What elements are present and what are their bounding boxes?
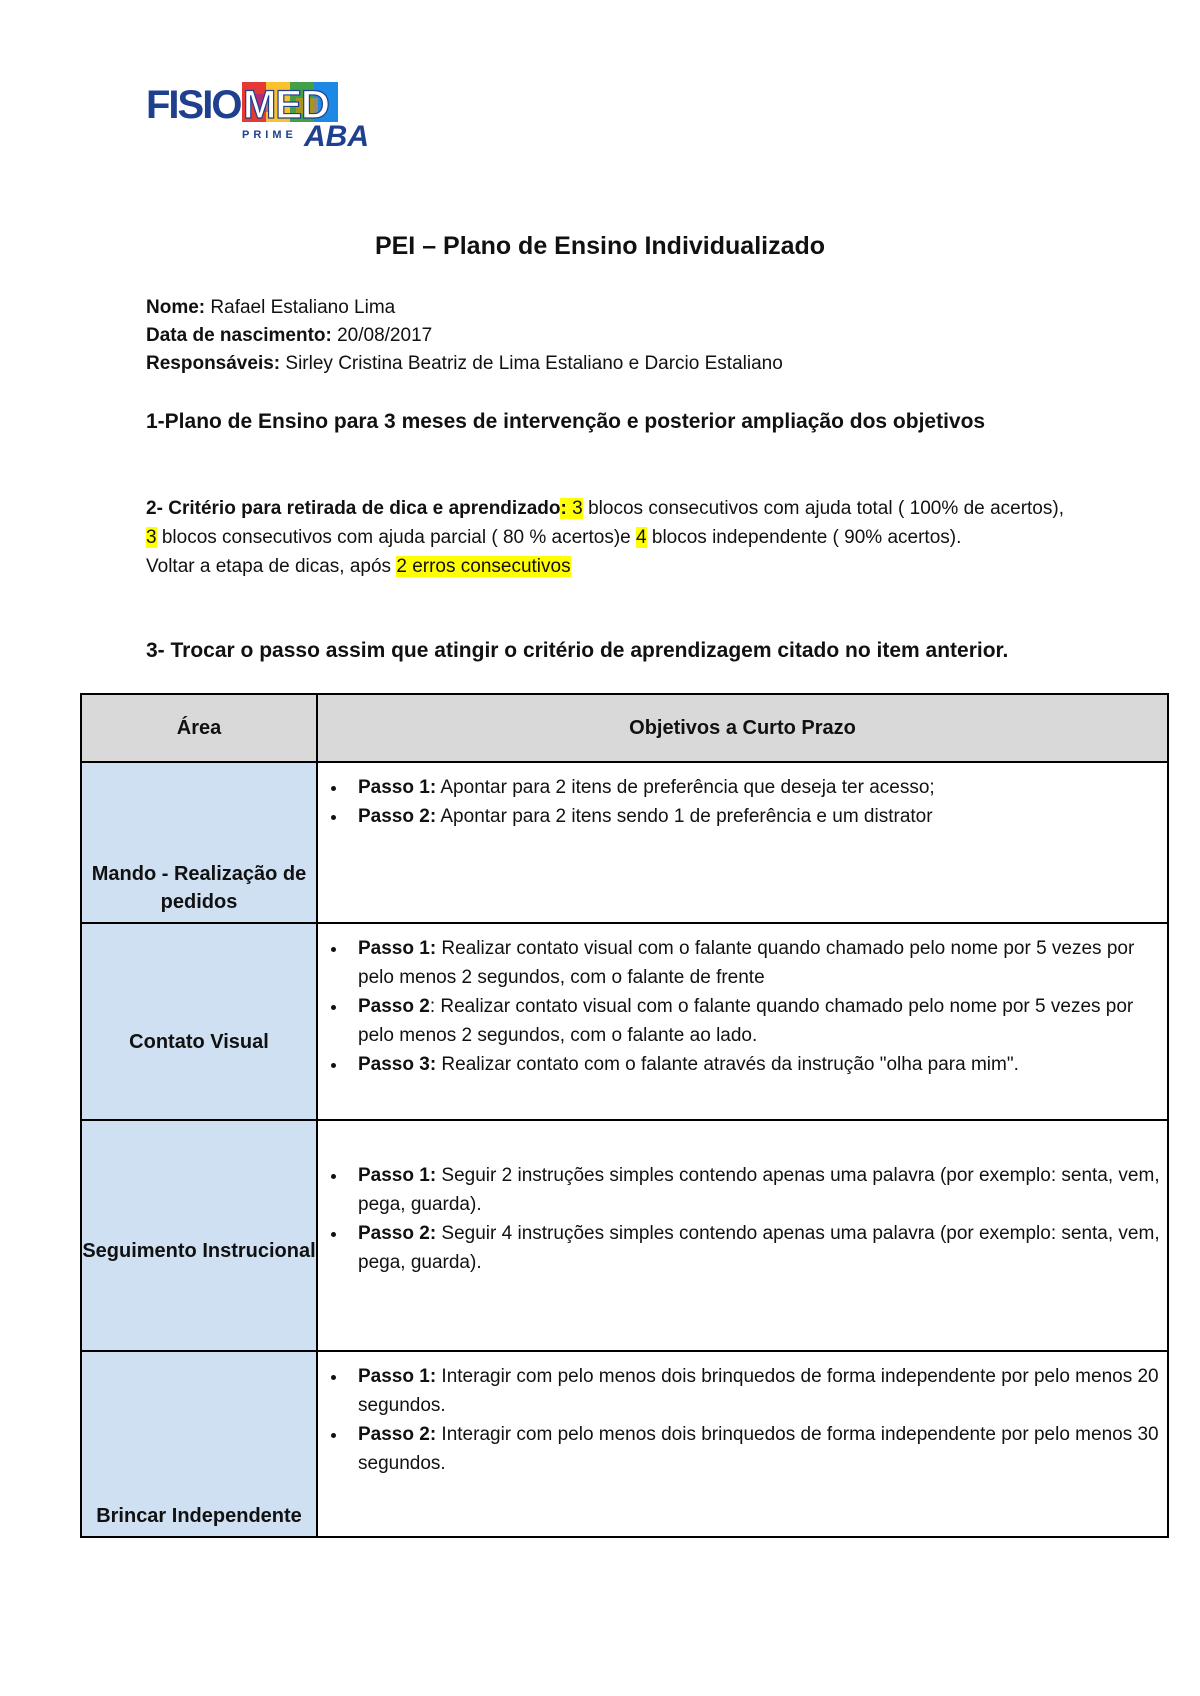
area-cell: Seguimento Instrucional: [81, 1120, 317, 1351]
step-item: [348, 1161, 1163, 1219]
section-3: 3- Trocar o passo assim que atingir o critério de aprendizagem citado no item anterior.: [146, 639, 1009, 662]
step-label: Passo 2: [358, 996, 430, 1017]
step-item: [348, 1050, 1163, 1079]
logo-text-main: FISIO: [146, 83, 241, 127]
name-value: Rafael Estaliano Lima: [205, 297, 396, 318]
logo-text-accent: MED: [243, 83, 329, 127]
criteria-t2: blocos consecutivos com ajuda parcial ( 80 % acertos)e: [156, 527, 637, 548]
step-item: [348, 773, 1163, 802]
return-line: [146, 552, 1064, 581]
dob-value: 20/08/2017: [331, 325, 433, 346]
area-cell: Mando - Realização de pedidos: [81, 762, 317, 923]
criteria-n1: 3: [566, 498, 583, 519]
table-row: [81, 1351, 1168, 1537]
step-label: Passo 2:: [358, 806, 437, 827]
step-label: Passo 1:: [358, 1165, 437, 1186]
criteria-t3: blocos independente ( 90% acertos).: [646, 527, 962, 548]
responsibles-label: Responsáveis:: [146, 353, 281, 374]
step-text: : Realizar contato visual com o falante quando chamado pelo nome por 5 vezes por pelo menos 2 segundos, com o falante ao lado.: [358, 996, 1134, 1046]
step-text: Seguir 4 instruções simples contendo apenas uma palavra (por exemplo: senta, vem, pega, guarda).: [358, 1223, 1160, 1273]
header-area: Área: [81, 694, 317, 762]
responsibles-value: Sirley Cristina Beatriz de Lima Estaliano e Darcio Estaliano: [280, 353, 783, 374]
section-1: 1-Plano de Ensino para 3 meses de intervenção e posterior ampliação dos objetivos: [146, 410, 986, 433]
table-row: [81, 923, 1168, 1120]
objectives-cell: [317, 762, 1168, 923]
step-text: Interagir com pelo menos dois brinquedos de forma independente por pelo menos 30 segundos.: [358, 1424, 1159, 1474]
patient-info: [146, 294, 783, 378]
step-label: Passo 1:: [358, 1366, 437, 1387]
step-item: [348, 1420, 1163, 1478]
objectives-cell: [317, 1351, 1168, 1537]
responsibles-line: [146, 350, 783, 378]
step-label: Passo 1:: [358, 777, 437, 798]
criteria-paragraph: [146, 494, 1064, 552]
step-text: Interagir com pelo menos dois brinquedos de forma independente por pelo menos 20 segundos.: [358, 1366, 1159, 1416]
step-item: [348, 1219, 1163, 1277]
dob-label: Data de nascimento:: [146, 325, 332, 346]
criteria-label: 2- Critério para retirada de dica e aprendizado: [146, 498, 561, 519]
table-row: [81, 1120, 1168, 1351]
criteria-n3: 4: [636, 527, 647, 548]
page-title: PEI – Plano de Ensino Individualizado: [374, 232, 826, 260]
objectives-table: [80, 693, 1169, 1538]
step-label: Passo 3:: [358, 1054, 437, 1075]
step-text: Realizar contato visual com o falante quando chamado pelo nome por 5 vezes por pelo menos 2 segundos, com o falante de frente: [358, 938, 1135, 988]
return-highlight: 2 erros consecutivos: [396, 556, 571, 577]
return-prefix: Voltar a etapa de dicas, após: [146, 556, 397, 577]
area-cell: Brincar Independente: [81, 1351, 317, 1537]
fisiomed-logo: [146, 72, 380, 156]
step-item: [348, 992, 1163, 1050]
step-label: Passo 2:: [358, 1424, 437, 1445]
criteria-t1: blocos consecutivos com ajuda total ( 100% de acertos),: [582, 498, 1064, 519]
header-objectives: Objetivos a Curto Prazo: [317, 694, 1168, 762]
area-cell: Contato Visual: [81, 923, 317, 1120]
name-label: Nome:: [146, 297, 206, 318]
step-item: [348, 802, 1163, 831]
table-header-row: [81, 694, 1168, 762]
step-item: [348, 934, 1163, 992]
criteria-n2: 3: [146, 527, 157, 548]
step-label: Passo 2:: [358, 1223, 437, 1244]
step-text: Seguir 2 instruções simples contendo apenas uma palavra (por exemplo: senta, vem, pega, guarda).: [358, 1165, 1160, 1215]
dob-line: [146, 322, 783, 350]
step-text: Apontar para 2 itens sendo 1 de preferência e um distrator: [436, 806, 933, 827]
section-2: [146, 494, 1064, 581]
name-line: [146, 294, 783, 322]
step-label: Passo 1:: [358, 938, 437, 959]
objectives-cell: [317, 1120, 1168, 1351]
step-text: Realizar contato com o falante através da instrução "olha para mim".: [436, 1054, 1019, 1075]
table-row: [81, 762, 1168, 923]
criteria-colon: :: [560, 498, 567, 519]
logo-text-aba: ABA: [304, 120, 369, 153]
objectives-cell: [317, 923, 1168, 1120]
step-item: [348, 1362, 1163, 1420]
logo-text-sub: PRIME: [242, 129, 297, 141]
step-text: Apontar para 2 itens de preferência que deseja ter acesso;: [436, 777, 935, 798]
